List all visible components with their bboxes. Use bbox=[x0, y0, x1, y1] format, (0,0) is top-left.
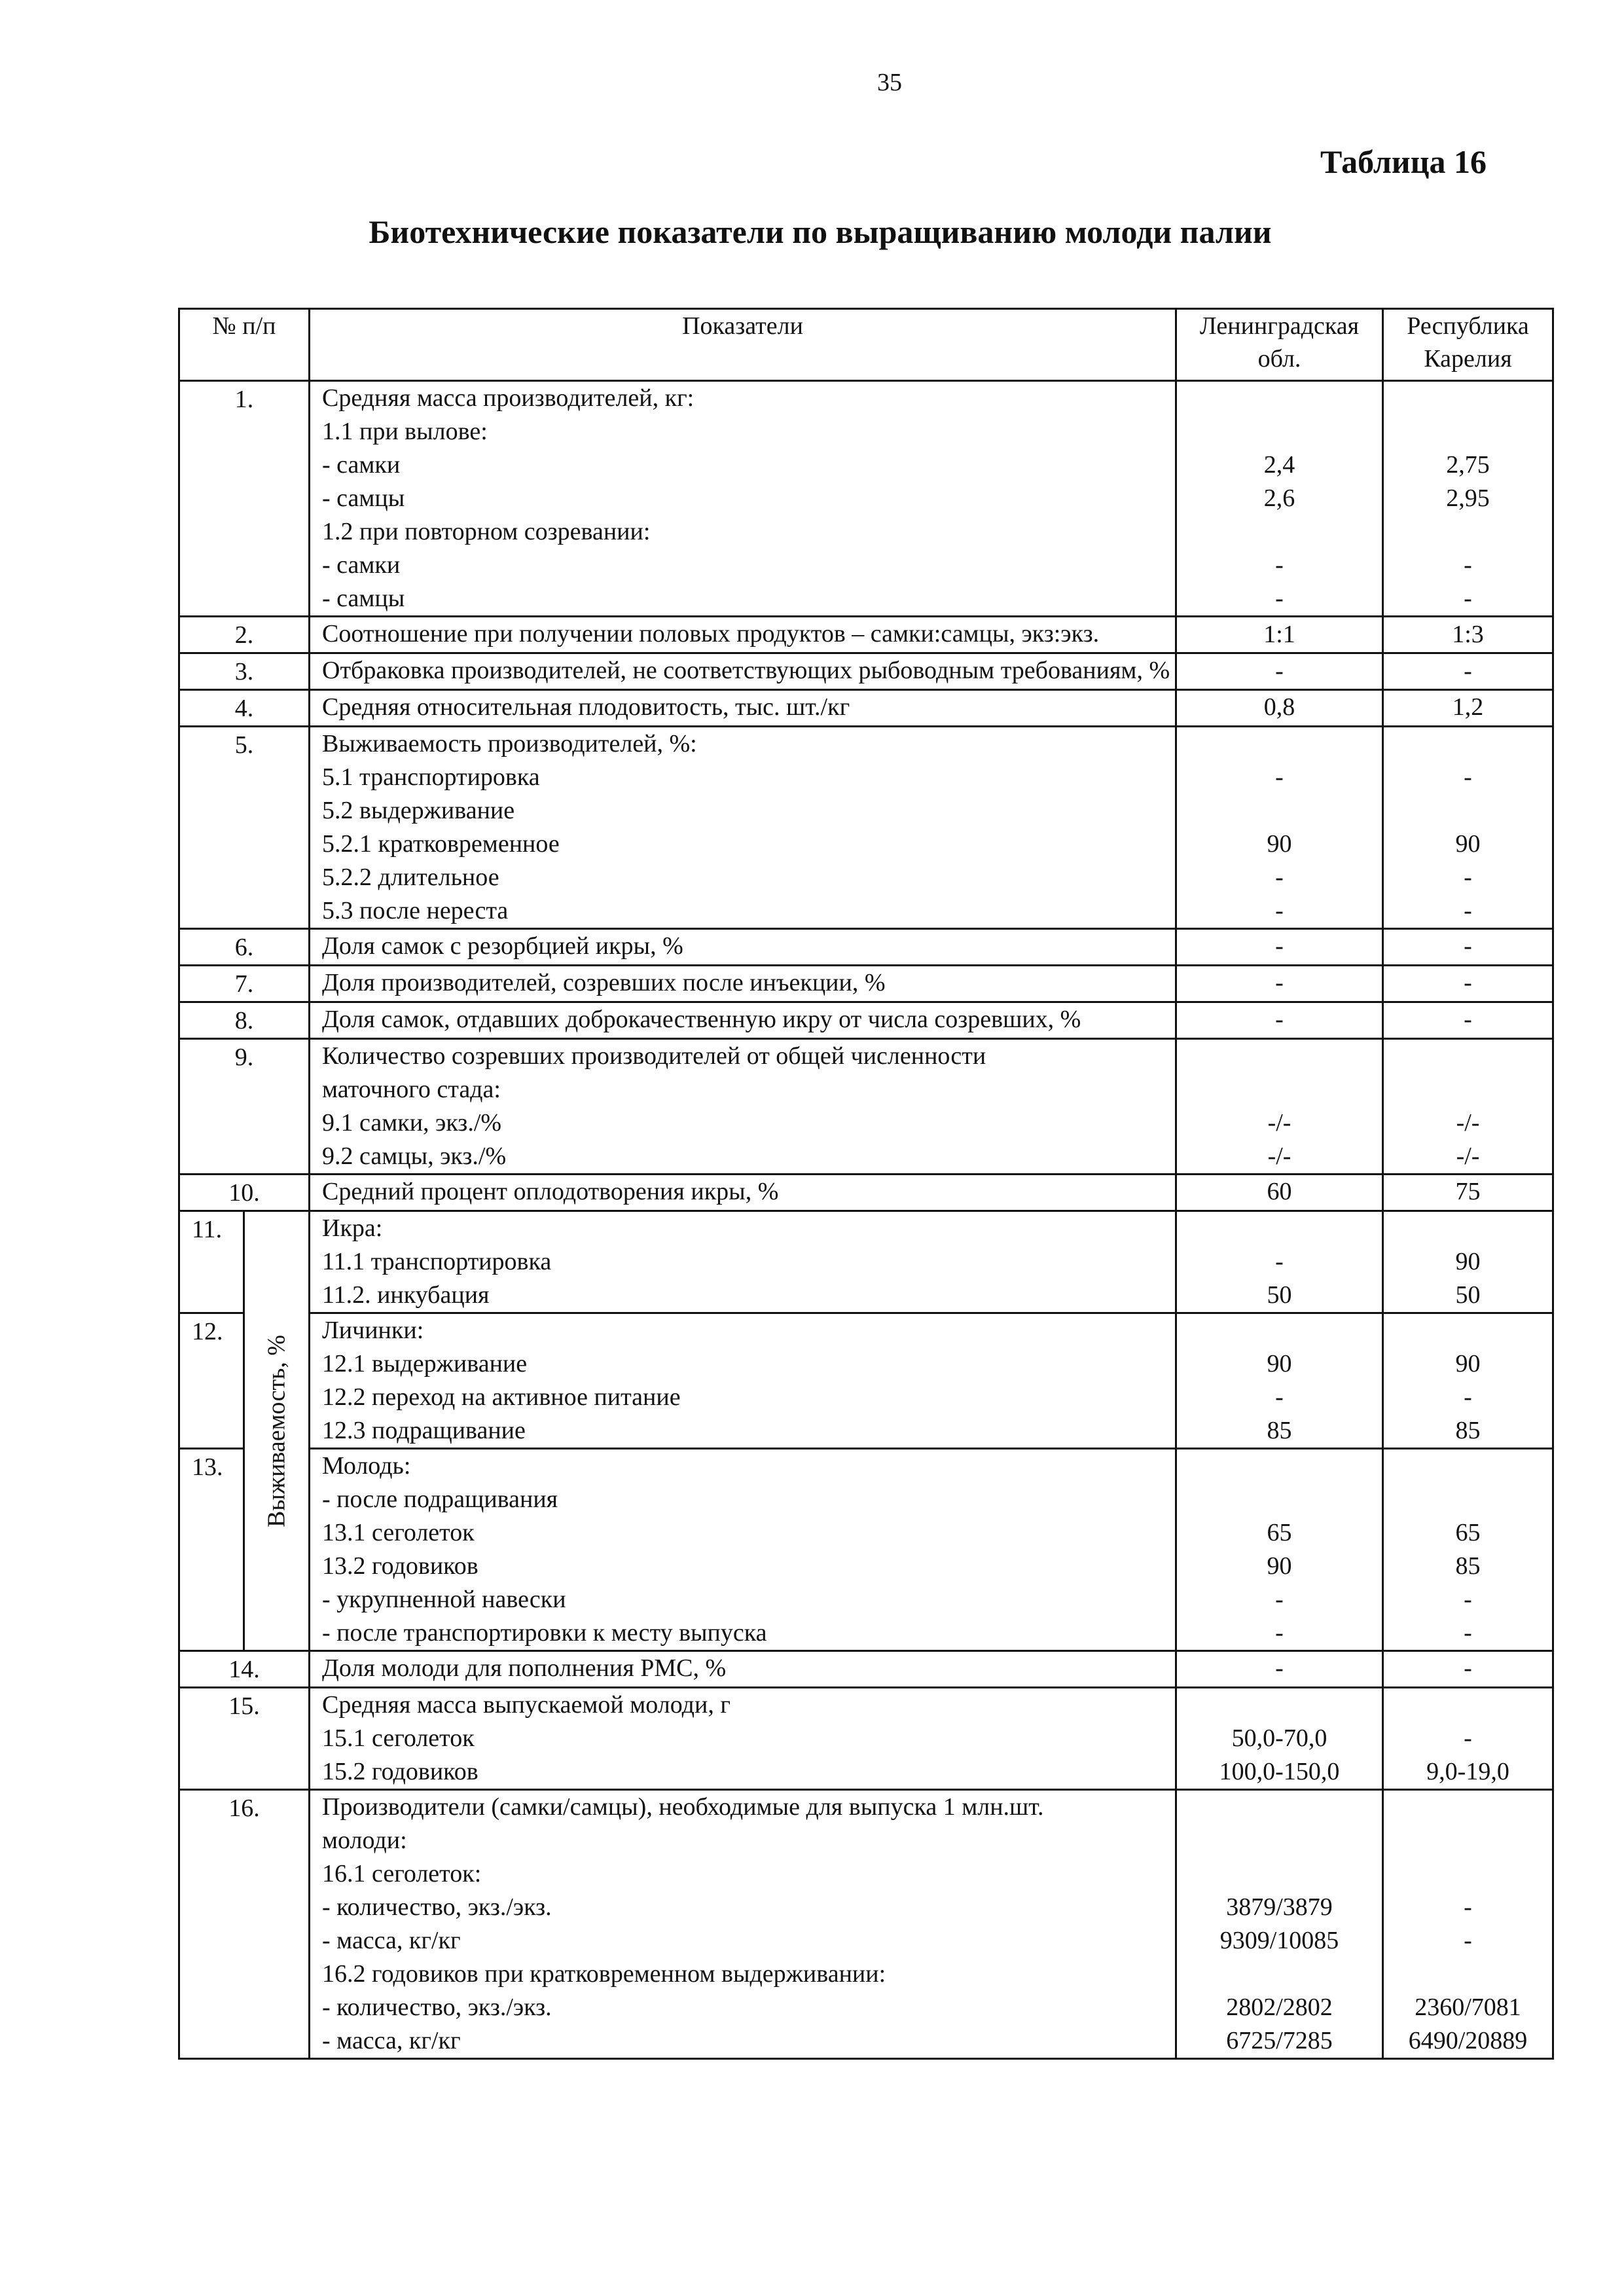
indicator-text: Количество созревших производителей от общей численности bbox=[322, 1042, 986, 1070]
indicator-cell bbox=[310, 727, 1176, 929]
leningrad-value: 90 bbox=[1267, 1552, 1292, 1580]
indicator-text: - после подращивания bbox=[322, 1485, 558, 1513]
table-row bbox=[179, 1002, 1553, 1039]
indicator-text: 12.1 выдерживание bbox=[322, 1350, 528, 1377]
karelia-value: 85 bbox=[1455, 1552, 1481, 1580]
indicator-text: Средняя масса выпускаемой молоди, г bbox=[322, 1691, 731, 1719]
karelia-value bbox=[1384, 1958, 1552, 1991]
indicators-table bbox=[178, 308, 1554, 2060]
indicator-cell bbox=[310, 1175, 1176, 1211]
karelia-value-cell bbox=[1383, 1211, 1553, 1313]
karelia-value: 50 bbox=[1455, 1281, 1481, 1309]
indicator-text: - самки bbox=[322, 551, 401, 579]
indicator-cell bbox=[310, 381, 1176, 617]
table-row bbox=[179, 727, 1553, 929]
row-number: 1. bbox=[179, 381, 310, 617]
karelia-value-cell bbox=[1383, 1175, 1553, 1211]
row-number: 2. bbox=[179, 617, 310, 653]
leningrad-value-cell bbox=[1176, 1688, 1383, 1790]
leningrad-value-cell bbox=[1176, 653, 1383, 690]
leningrad-value bbox=[1177, 382, 1382, 415]
karelia-value-cell bbox=[1383, 381, 1553, 617]
indicator-text: 13.2 годовиков bbox=[322, 1552, 478, 1580]
leningrad-value bbox=[1177, 415, 1382, 448]
indicator-text: Выживаемость производителей, %: bbox=[322, 730, 697, 757]
karelia-value-cell bbox=[1383, 1002, 1553, 1039]
indicator-text: Производители (самки/самцы), необходимые для выпуска 1 млн.шт. bbox=[322, 1793, 1044, 1821]
indicator-text: Доля молоди для пополнения РМС, % bbox=[322, 1654, 727, 1682]
indicator-text: Молодь: bbox=[322, 1452, 411, 1480]
indicator-cell bbox=[310, 1449, 1176, 1651]
leningrad-value: 2,6 bbox=[1263, 484, 1295, 512]
karelia-value: -/- bbox=[1456, 1109, 1480, 1137]
indicator-text: Отбраковка производителей, не соответствующих рыбоводным требованиям, % bbox=[322, 657, 1170, 684]
indicator-text: 5.2.2 длительное bbox=[322, 864, 499, 891]
row-number: 12. bbox=[179, 1313, 244, 1449]
leningrad-value bbox=[1177, 1449, 1382, 1483]
leningrad-value bbox=[1177, 1314, 1382, 1347]
leningrad-value: 1:1 bbox=[1263, 621, 1295, 648]
leningrad-value: -/- bbox=[1267, 1142, 1291, 1170]
leningrad-value-cell bbox=[1176, 1449, 1383, 1651]
indicator-text: Средняя масса производителей, кг: bbox=[322, 384, 695, 412]
indicator-text: - самцы bbox=[322, 484, 405, 512]
indicator-text: Средняя относительная плодовитость, тыс. шт./кг bbox=[322, 693, 850, 721]
karelia-value bbox=[1384, 727, 1552, 761]
indicator-text: Личинки: bbox=[322, 1317, 424, 1344]
indicator-cell bbox=[310, 1039, 1176, 1175]
indicator-cell bbox=[310, 1790, 1176, 2059]
leningrad-value: - bbox=[1275, 551, 1284, 579]
row-number: 14. bbox=[179, 1651, 310, 1688]
leningrad-value bbox=[1177, 1824, 1382, 1857]
indicator-cell bbox=[310, 1313, 1176, 1449]
karelia-value: - bbox=[1464, 1893, 1472, 1921]
indicator-text: 16.1 сеголеток: bbox=[322, 1860, 482, 1887]
row-number: 11. bbox=[179, 1211, 244, 1313]
row-number: 8. bbox=[179, 1002, 310, 1039]
leningrad-value-cell bbox=[1176, 1313, 1383, 1449]
karelia-value: 65 bbox=[1455, 1519, 1481, 1546]
row-number: 6. bbox=[179, 929, 310, 966]
table-row bbox=[179, 1211, 1553, 1313]
leningrad-value bbox=[1177, 515, 1382, 549]
leningrad-value-cell bbox=[1176, 929, 1383, 966]
indicator-text: 9.2 самцы, экз./% bbox=[322, 1142, 507, 1170]
indicator-text: 13.1 сеголеток bbox=[322, 1519, 475, 1546]
indicator-text: - после транспортировки к месту выпуска bbox=[322, 1619, 767, 1647]
leningrad-value: - bbox=[1275, 1654, 1284, 1682]
header-number: № п/п bbox=[179, 309, 310, 381]
leningrad-value: - bbox=[1275, 1248, 1284, 1275]
karelia-value: - bbox=[1464, 1586, 1472, 1613]
karelia-value bbox=[1384, 515, 1552, 549]
indicator-text: - масса, кг/кг bbox=[322, 2027, 461, 2054]
leningrad-value-cell bbox=[1176, 1651, 1383, 1688]
table-row bbox=[179, 690, 1553, 727]
indicator-text: 11.2. инкубация bbox=[322, 1281, 490, 1309]
leningrad-value: - bbox=[1275, 763, 1284, 791]
karelia-value bbox=[1384, 1857, 1552, 1891]
indicator-text: 5.1 транспортировка bbox=[322, 763, 540, 791]
indicator-cell bbox=[310, 929, 1176, 966]
indicator-text: Средний процент оплодотворения икры, % bbox=[322, 1178, 779, 1205]
table-row bbox=[179, 1175, 1553, 1211]
leningrad-value: - bbox=[1275, 1586, 1284, 1613]
karelia-value: - bbox=[1464, 932, 1472, 960]
karelia-value bbox=[1384, 1824, 1552, 1857]
leningrad-value-cell bbox=[1176, 727, 1383, 929]
table-row bbox=[179, 1651, 1553, 1688]
indicator-text: маточного стада: bbox=[322, 1076, 501, 1103]
row-number: 15. bbox=[179, 1688, 310, 1790]
leningrad-value: -/- bbox=[1267, 1109, 1291, 1137]
leningrad-value bbox=[1177, 1040, 1382, 1073]
table-row bbox=[179, 1790, 1553, 2059]
indicator-text: молоди: bbox=[322, 1827, 407, 1854]
leningrad-value bbox=[1177, 727, 1382, 761]
indicator-text: Доля самок, отдавших доброкачественную икру от числа созревших, % bbox=[322, 1006, 1081, 1033]
leningrad-value: 65 bbox=[1267, 1519, 1292, 1546]
karelia-value-cell bbox=[1383, 653, 1553, 690]
leningrad-value bbox=[1177, 1483, 1382, 1516]
leningrad-value: 6725/7285 bbox=[1226, 2027, 1333, 2054]
indicator-text: - масса, кг/кг bbox=[322, 1927, 461, 1954]
leningrad-value: - bbox=[1275, 1006, 1284, 1033]
karelia-value-cell bbox=[1383, 1790, 1553, 2059]
table-row bbox=[179, 1039, 1553, 1175]
table-row bbox=[179, 381, 1553, 617]
indicator-text: 16.2 годовиков при кратковременном выдерживании: bbox=[322, 1960, 886, 1988]
karelia-value bbox=[1384, 382, 1552, 415]
karelia-value: 9,0-19,0 bbox=[1426, 1758, 1509, 1785]
karelia-value bbox=[1384, 1314, 1552, 1347]
karelia-value: - bbox=[1464, 763, 1472, 791]
survival-side-label: Выживаемость, % bbox=[262, 1334, 290, 1527]
karelia-value-cell bbox=[1383, 1449, 1553, 1651]
leningrad-value: 2802/2802 bbox=[1226, 1994, 1333, 2021]
leningrad-value: - bbox=[1275, 1619, 1284, 1647]
karelia-value: 1:3 bbox=[1452, 621, 1484, 648]
table-row bbox=[179, 1313, 1553, 1449]
leningrad-value: 3879/3879 bbox=[1226, 1893, 1333, 1921]
leningrad-value bbox=[1177, 1073, 1382, 1106]
leningrad-value bbox=[1177, 794, 1382, 828]
karelia-value: - bbox=[1464, 1383, 1472, 1411]
indicator-cell bbox=[310, 1002, 1176, 1039]
header-indicators: Показатели bbox=[310, 309, 1176, 381]
indicator-cell bbox=[310, 1651, 1176, 1688]
karelia-value: 2360/7081 bbox=[1415, 1994, 1521, 2021]
indicator-text: - количество, экз./экз. bbox=[322, 1893, 552, 1921]
leningrad-value: 50 bbox=[1267, 1281, 1292, 1309]
indicator-text: - самки bbox=[322, 451, 401, 479]
leningrad-value-cell bbox=[1176, 1039, 1383, 1175]
indicator-text: Соотношение при получении половых продуктов – самки:самцы, экз:экз. bbox=[322, 620, 1100, 647]
leningrad-value bbox=[1177, 1857, 1382, 1891]
karelia-value: 90 bbox=[1455, 1248, 1481, 1275]
leningrad-value bbox=[1177, 1791, 1382, 1824]
indicator-text: Доля производителей, созревших после инъекции, % bbox=[322, 969, 886, 996]
leningrad-value-cell bbox=[1176, 1175, 1383, 1211]
karelia-value: - bbox=[1464, 969, 1472, 996]
karelia-value: 90 bbox=[1455, 830, 1481, 858]
leningrad-value bbox=[1177, 1688, 1382, 1722]
indicator-cell bbox=[310, 653, 1176, 690]
row-number: 7. bbox=[179, 966, 310, 1002]
table-header-row bbox=[179, 309, 1553, 381]
leningrad-value: 60 bbox=[1267, 1178, 1292, 1205]
row-number: 9. bbox=[179, 1039, 310, 1175]
karelia-value bbox=[1384, 1791, 1552, 1824]
indicator-text: 12.3 подращивание bbox=[322, 1417, 526, 1444]
leningrad-value-cell bbox=[1176, 381, 1383, 617]
karelia-value bbox=[1384, 1212, 1552, 1245]
leningrad-value: 100,0-150,0 bbox=[1219, 1758, 1340, 1785]
leningrad-value-cell bbox=[1176, 617, 1383, 653]
row-number: 3. bbox=[179, 653, 310, 690]
survival-side-label-cell bbox=[244, 1211, 310, 1651]
table-row bbox=[179, 1449, 1553, 1651]
indicator-cell bbox=[310, 617, 1176, 653]
karelia-value: 90 bbox=[1455, 1350, 1481, 1377]
indicator-text: - количество, экз./экз. bbox=[322, 1994, 552, 2021]
karelia-value: - bbox=[1464, 864, 1472, 891]
header-karelia: Республика Карелия bbox=[1383, 309, 1553, 381]
indicator-cell bbox=[310, 1211, 1176, 1313]
indicator-cell bbox=[310, 1688, 1176, 1790]
karelia-value: 1,2 bbox=[1452, 693, 1484, 721]
table-row bbox=[179, 617, 1553, 653]
indicator-text: 1.1 при вылове: bbox=[322, 418, 488, 445]
indicator-text: 1.2 при повторном созревании: bbox=[322, 518, 651, 545]
leningrad-value: 85 bbox=[1267, 1417, 1292, 1444]
karelia-value bbox=[1384, 1073, 1552, 1106]
karelia-value-cell bbox=[1383, 617, 1553, 653]
leningrad-value-cell bbox=[1176, 1002, 1383, 1039]
row-number: 13. bbox=[179, 1449, 244, 1651]
karelia-value-cell bbox=[1383, 929, 1553, 966]
karelia-value: 75 bbox=[1455, 1178, 1481, 1205]
leningrad-value: 9309/10085 bbox=[1219, 1927, 1339, 1954]
leningrad-value-cell bbox=[1176, 966, 1383, 1002]
karelia-value: - bbox=[1464, 1006, 1472, 1033]
leningrad-value: - bbox=[1275, 864, 1284, 891]
table-row bbox=[179, 1688, 1553, 1790]
karelia-value-cell bbox=[1383, 1651, 1553, 1688]
karelia-value bbox=[1384, 1040, 1552, 1073]
indicator-cell bbox=[310, 966, 1176, 1002]
header-leningrad: Ленинградская обл. bbox=[1176, 309, 1383, 381]
leningrad-value: 2,4 bbox=[1263, 451, 1295, 479]
karelia-value: 6490/20889 bbox=[1408, 2027, 1528, 2054]
karelia-value bbox=[1384, 415, 1552, 448]
table-row bbox=[179, 966, 1553, 1002]
indicator-text: 5.2 выдерживание bbox=[322, 797, 515, 824]
leningrad-value: - bbox=[1275, 657, 1284, 685]
table-row bbox=[179, 929, 1553, 966]
karelia-value: -/- bbox=[1456, 1142, 1480, 1170]
karelia-value: - bbox=[1464, 551, 1472, 579]
indicator-text: 5.2.1 кратковременное bbox=[322, 830, 560, 858]
leningrad-value: 0,8 bbox=[1263, 693, 1295, 721]
document-title: Биотехнические показатели по выращиванию молоди палии bbox=[369, 213, 1272, 250]
row-number: 10. bbox=[179, 1175, 310, 1211]
karelia-value: - bbox=[1464, 1724, 1472, 1752]
karelia-value bbox=[1384, 1688, 1552, 1722]
karelia-value: 2,75 bbox=[1446, 451, 1490, 479]
leningrad-value-cell bbox=[1176, 690, 1383, 727]
leningrad-value bbox=[1177, 1212, 1382, 1245]
karelia-value-cell bbox=[1383, 1039, 1553, 1175]
karelia-value bbox=[1384, 1449, 1552, 1483]
indicator-text: 12.2 переход на активное питание bbox=[322, 1383, 681, 1411]
karelia-value-cell bbox=[1383, 966, 1553, 1002]
leningrad-value-cell bbox=[1176, 1211, 1383, 1313]
karelia-value: - bbox=[1464, 1619, 1472, 1647]
indicator-text: 11.1 транспортировка bbox=[322, 1248, 552, 1275]
indicator-text: 15.1 сеголеток bbox=[322, 1724, 475, 1752]
leningrad-value-cell bbox=[1176, 1790, 1383, 2059]
row-number: 5. bbox=[179, 727, 310, 929]
leningrad-value: - bbox=[1275, 932, 1284, 960]
page-number: 35 bbox=[877, 69, 902, 96]
leningrad-value: - bbox=[1275, 1383, 1284, 1411]
karelia-value-cell bbox=[1383, 1313, 1553, 1449]
leningrad-value: - bbox=[1275, 897, 1284, 924]
leningrad-value: 90 bbox=[1267, 1350, 1292, 1377]
indicator-cell bbox=[310, 690, 1176, 727]
indicator-text: 9.1 самки, экз./% bbox=[322, 1109, 502, 1137]
leningrad-value bbox=[1177, 1958, 1382, 1991]
table-label: Таблица 16 bbox=[1320, 143, 1487, 180]
karelia-value: 2,95 bbox=[1446, 484, 1490, 512]
leningrad-value: - bbox=[1275, 585, 1284, 612]
indicator-text: - самцы bbox=[322, 585, 405, 612]
karelia-value bbox=[1384, 794, 1552, 828]
indicator-text: - укрупненной навески bbox=[322, 1586, 566, 1613]
indicator-text: Икра: bbox=[322, 1214, 383, 1242]
karelia-value-cell bbox=[1383, 690, 1553, 727]
karelia-value bbox=[1384, 1483, 1552, 1516]
indicator-text: 5.3 после нереста bbox=[322, 897, 509, 924]
karelia-value: - bbox=[1464, 585, 1472, 612]
row-number: 4. bbox=[179, 690, 310, 727]
leningrad-value: - bbox=[1275, 969, 1284, 996]
indicator-text: Доля самок с резорбцией икры, % bbox=[322, 932, 683, 960]
table-row bbox=[179, 653, 1553, 690]
karelia-value: - bbox=[1464, 1654, 1472, 1682]
indicator-text: 15.2 годовиков bbox=[322, 1758, 478, 1785]
karelia-value-cell bbox=[1383, 727, 1553, 929]
leningrad-value: 50,0-70,0 bbox=[1231, 1724, 1327, 1752]
karelia-value-cell bbox=[1383, 1688, 1553, 1790]
karelia-value: - bbox=[1464, 897, 1472, 924]
karelia-value: - bbox=[1464, 1927, 1472, 1954]
karelia-value: 85 bbox=[1455, 1417, 1481, 1444]
row-number: 16. bbox=[179, 1790, 310, 2059]
leningrad-value: 90 bbox=[1267, 830, 1292, 858]
karelia-value: - bbox=[1464, 657, 1472, 685]
